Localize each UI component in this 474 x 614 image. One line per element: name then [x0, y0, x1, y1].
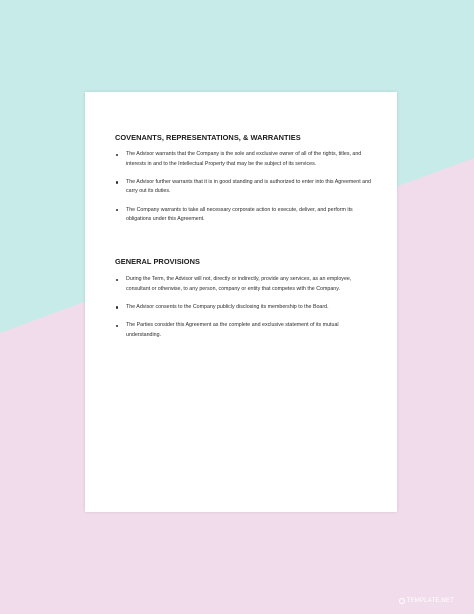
list-item: [115, 150, 375, 169]
bullet-text: The Advisor warrants that the Company is the sole and exclusive owner of all of the rights, titles, and interests in and to the Intellectual Property that may be the subject of its services.: [126, 151, 362, 167]
watermark-text: TEMPLATE.NET: [406, 598, 454, 604]
list-item: [115, 303, 375, 313]
general-provisions-list: [115, 275, 375, 340]
covenants-list: [115, 150, 375, 225]
bullet-text: The Parties consider this Agreement as the complete and exclusive statement of its mutual understanding.: [126, 321, 339, 338]
bullet-icon: [116, 209, 118, 211]
bullet-icon: [116, 306, 118, 308]
bullet-text: During the Term, the Advisor will not, directly or indirectly, provide any services, as an employee, consultant or otherwise, to any person, company or entity that competes with the Company.: [126, 276, 352, 292]
bullet-icon: [116, 181, 118, 183]
bullet-icon: [116, 325, 118, 327]
section-heading-covenants: COVENANTS, REPRESENTATIONS, & WARRANTIES: [115, 133, 301, 142]
list-item: [115, 275, 375, 294]
bullet-icon: [116, 279, 118, 281]
watermark: [399, 598, 454, 604]
list-item: [115, 178, 375, 197]
bullet-text: The Advisor consents to the Company publicly disclosing its membership to the Board.: [126, 303, 329, 310]
section-heading-general-provisions: GENERAL PROVISIONS: [115, 257, 200, 266]
list-item: [115, 321, 375, 340]
document-page: [85, 92, 397, 512]
bullet-text: The Company warrants to take all necessary corporate action to execute, deliver, and perform its obligations under this Agreement.: [126, 206, 353, 223]
template-logo-icon: [399, 598, 405, 604]
list-item: [115, 206, 375, 225]
bullet-text: The Advisor further warrants that it is in good standing and is authorized to enter into this Agreement and carry out its duties.: [126, 178, 371, 195]
bullet-icon: [116, 154, 118, 156]
